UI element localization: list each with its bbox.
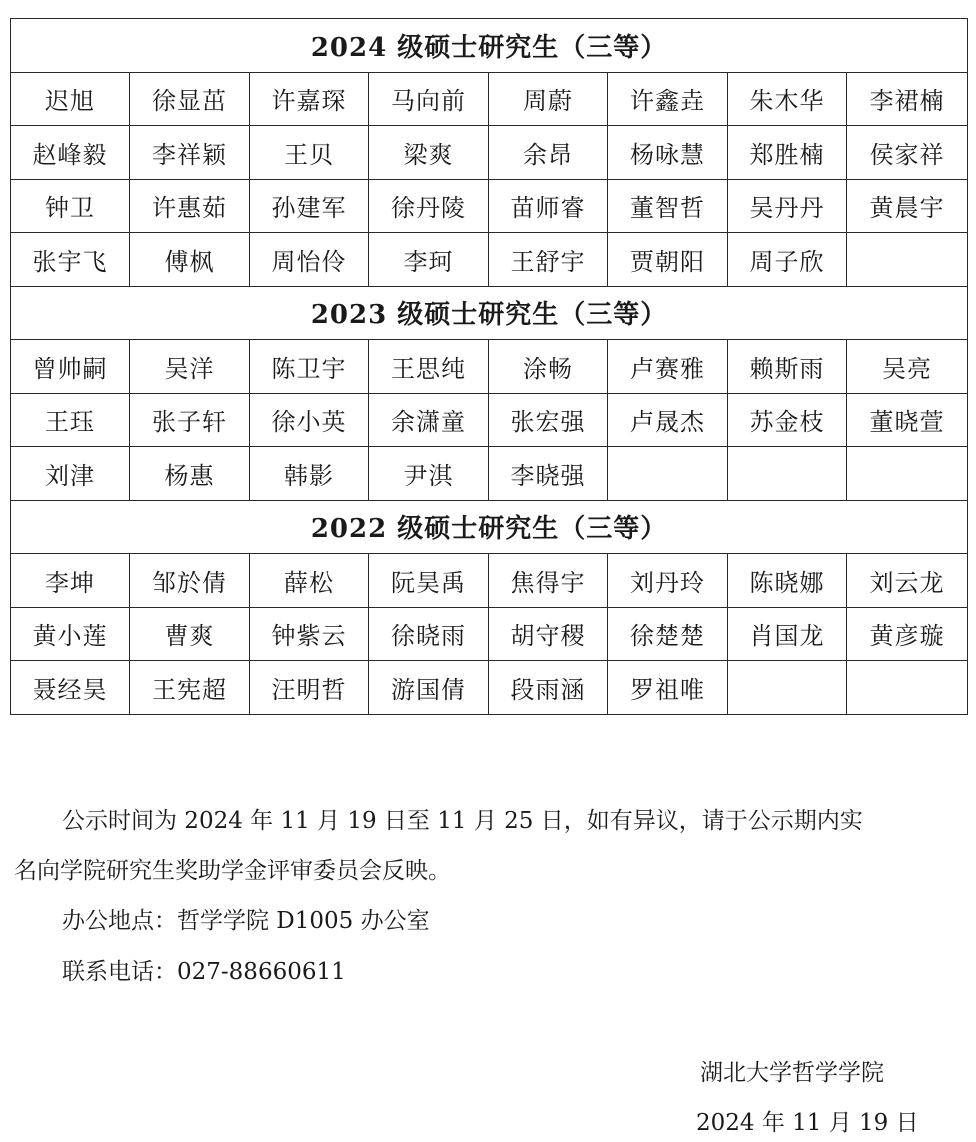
student-name-cell: 黄彦璇 — [847, 607, 968, 661]
student-name-cell: 许嘉琛 — [250, 72, 369, 126]
student-name-cell: 杨咏慧 — [608, 126, 728, 180]
student-name-cell: 刘丹玲 — [608, 554, 728, 608]
student-name-cell: 徐楚楚 — [608, 607, 728, 661]
student-name-cell: 朱木华 — [728, 72, 847, 126]
notice-paragraph-line-2: 名向学院研究生奖助学金评审委员会反映。 — [14, 858, 451, 884]
student-name-cell: 汪明哲 — [250, 661, 369, 715]
student-name-cell: 陈晓娜 — [728, 554, 847, 608]
student-name-cell: 张宇飞 — [11, 233, 130, 287]
student-name-cell: 董晓萱 — [847, 393, 968, 447]
student-name-cell: 聂经昊 — [11, 661, 130, 715]
student-name-cell: 薛松 — [250, 554, 369, 608]
student-name-cell: 王贝 — [250, 126, 369, 180]
student-name-cell: 迟旭 — [11, 72, 130, 126]
name-row — [11, 393, 968, 447]
student-name-cell: 卢晟杰 — [608, 393, 728, 447]
student-name-cell: 韩影 — [250, 447, 369, 501]
student-name-cell: 曾帅嗣 — [11, 340, 130, 394]
notice-paragraph-line-1: 公示时间为 2024 年 11 月 19 日至 11 月 25 日，如有异议，请于公示期内实 — [62, 808, 863, 834]
student-name-cell: 李晓强 — [489, 447, 608, 501]
contact-phone: 联系电话：027-88660611 — [62, 959, 346, 985]
student-name-cell: 许鑫垚 — [608, 72, 728, 126]
student-name-cell: 杨惠 — [130, 447, 250, 501]
student-name-cell: 游国倩 — [369, 661, 489, 715]
student-name-cell: 赵峰毅 — [11, 126, 130, 180]
signature-date: 2024 年 11 月 19 日 — [696, 1110, 919, 1136]
student-name-cell: 王珏 — [11, 393, 130, 447]
student-name-cell: 李珂 — [369, 233, 489, 287]
student-name-cell: 段雨涵 — [489, 661, 608, 715]
student-name-cell: 黄晨宇 — [847, 179, 968, 233]
name-row — [11, 447, 968, 501]
student-name-cell: 黄小莲 — [11, 607, 130, 661]
name-row — [11, 233, 968, 287]
empty-cell — [608, 447, 728, 501]
section-title: 2022 级硕士研究生（三等） — [11, 500, 968, 554]
student-name-cell: 张宏强 — [489, 393, 608, 447]
name-row — [11, 179, 968, 233]
student-name-cell: 罗祖唯 — [608, 661, 728, 715]
student-name-cell: 徐丹陵 — [369, 179, 489, 233]
empty-cell — [847, 447, 968, 501]
student-name-cell: 刘云龙 — [847, 554, 968, 608]
section-title-row — [11, 286, 968, 340]
student-name-cell: 贾朝阳 — [608, 233, 728, 287]
section-title: 2024 级硕士研究生（三等） — [11, 19, 968, 73]
empty-cell — [847, 233, 968, 287]
student-name-cell: 许惠茹 — [130, 179, 250, 233]
student-name-cell: 肖国龙 — [728, 607, 847, 661]
student-name-cell: 李裙楠 — [847, 72, 968, 126]
signature-organization: 湖北大学哲学学院 — [700, 1060, 884, 1086]
student-name-cell: 吴亮 — [847, 340, 968, 394]
student-name-cell: 吴丹丹 — [728, 179, 847, 233]
empty-cell — [847, 661, 968, 715]
student-name-cell: 余昂 — [489, 126, 608, 180]
name-row — [11, 554, 968, 608]
student-name-cell: 余潇童 — [369, 393, 489, 447]
student-name-cell: 李坤 — [11, 554, 130, 608]
office-location: 办公地点：哲学学院 D1005 办公室 — [62, 908, 430, 934]
student-name-cell: 吴洋 — [130, 340, 250, 394]
student-name-cell: 王思纯 — [369, 340, 489, 394]
student-name-cell: 刘津 — [11, 447, 130, 501]
student-name-cell: 尹淇 — [369, 447, 489, 501]
student-name-cell: 李祥颖 — [130, 126, 250, 180]
empty-cell — [728, 661, 847, 715]
name-row — [11, 607, 968, 661]
student-name-cell: 苗师睿 — [489, 179, 608, 233]
empty-cell — [728, 447, 847, 501]
student-name-cell: 邹於倩 — [130, 554, 250, 608]
name-row — [11, 340, 968, 394]
student-name-cell: 钟紫云 — [250, 607, 369, 661]
student-name-cell: 马向前 — [369, 72, 489, 126]
student-name-cell: 曹爽 — [130, 607, 250, 661]
name-row — [11, 126, 968, 180]
student-name-cell: 涂畅 — [489, 340, 608, 394]
student-name-cell: 董智哲 — [608, 179, 728, 233]
student-name-cell: 周子欣 — [728, 233, 847, 287]
section-title: 2023 级硕士研究生（三等） — [11, 286, 968, 340]
student-name-cell: 郑胜楠 — [728, 126, 847, 180]
student-name-cell: 周怡伶 — [250, 233, 369, 287]
student-name-cell: 赖斯雨 — [728, 340, 847, 394]
name-row — [11, 72, 968, 126]
student-name-cell: 阮昊禹 — [369, 554, 489, 608]
student-name-cell: 孙建军 — [250, 179, 369, 233]
student-name-cell: 卢赛雅 — [608, 340, 728, 394]
student-name-cell: 张子轩 — [130, 393, 250, 447]
student-name-cell: 胡守稷 — [489, 607, 608, 661]
student-name-cell: 焦得宇 — [489, 554, 608, 608]
student-name-cell: 梁爽 — [369, 126, 489, 180]
student-name-cell: 钟卫 — [11, 179, 130, 233]
section-title-row — [11, 500, 968, 554]
student-name-cell: 苏金枝 — [728, 393, 847, 447]
student-name-cell: 徐显茁 — [130, 72, 250, 126]
student-name-cell: 侯家祥 — [847, 126, 968, 180]
scholarship-roster-table — [10, 18, 968, 715]
student-name-cell: 王宪超 — [130, 661, 250, 715]
student-name-cell: 王舒宇 — [489, 233, 608, 287]
student-name-cell: 陈卫宇 — [250, 340, 369, 394]
student-name-cell: 傅枫 — [130, 233, 250, 287]
name-row — [11, 661, 968, 715]
section-title-row — [11, 19, 968, 73]
student-name-cell: 徐晓雨 — [369, 607, 489, 661]
student-name-cell: 周蔚 — [489, 72, 608, 126]
student-name-cell: 徐小英 — [250, 393, 369, 447]
